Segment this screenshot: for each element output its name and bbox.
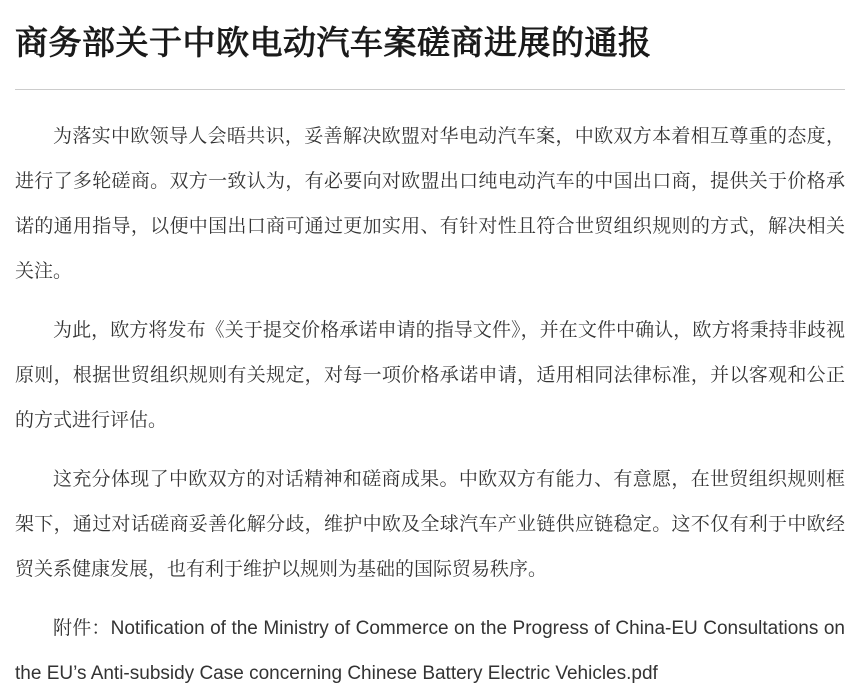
article-body bbox=[15, 114, 845, 696]
attachment-label: 附件： bbox=[53, 618, 111, 640]
title-divider bbox=[15, 89, 845, 90]
body-paragraph-2: 为此，欧方将发布《关于提交价格承诺申请的指导文件》，并在文件中确认，欧方将秉持非歧视原则，根据世贸组织规则有关规定，对每一项价格承诺申请，适用相同法律标准，并以客观和公正的方式进行评估。 bbox=[15, 320, 845, 432]
page-title: 商务部关于中欧电动汽车案磋商进展的通报 bbox=[15, 24, 652, 61]
article bbox=[0, 22, 860, 696]
body-paragraph-3: 这充分体现了中欧双方的对话精神和磋商成果。中欧双方有能力、有意愿，在世贸组织规则框架下，通过对话磋商妥善化解分歧，维护中欧及全球汽车产业链供应链稳定。这不仅有利于中欧经贸关系健康发展，也有利于维护以规则为基础的国际贸易秩序。 bbox=[15, 469, 845, 581]
attachment-paragraph bbox=[15, 606, 845, 696]
attachment-pdf-link[interactable]: Notification of the Ministry of Commerce on the Progress of China-EU Consultations on the EU’s Anti-subsidy Case concerning Chinese Battery Electric Vehicles.pdf bbox=[15, 618, 845, 685]
body-paragraph-1: 为落实中欧领导人会晤共识，妥善解决欧盟对华电动汽车案，中欧双方本着相互尊重的态度，进行了多轮磋商。双方一致认为，有必要向对欧盟出口纯电动汽车的中国出口商，提供关于价格承诺的通用指导，以便中国出口商可通过更加实用、有针对性且符合世贸组织规则的方式，解决相关关注。 bbox=[15, 126, 845, 283]
